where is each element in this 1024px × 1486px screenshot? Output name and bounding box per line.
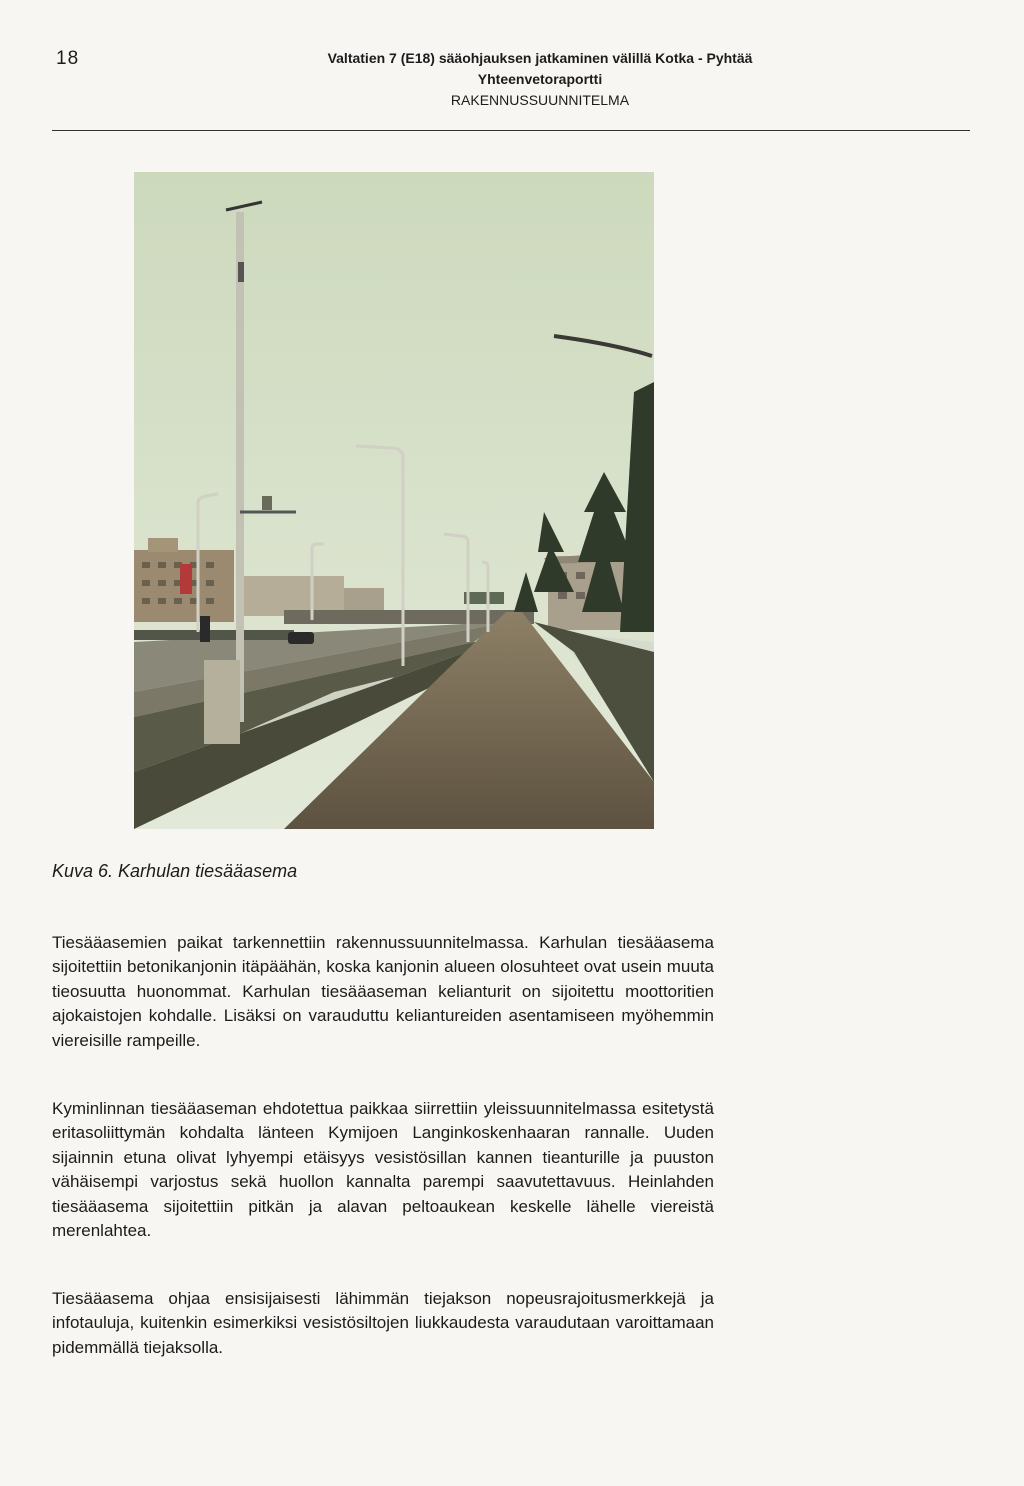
report-title: Valtatien 7 (E18) sääohjauksen jatkaminen välillä Kotka - Pyhtää [327,50,753,66]
report-section: RAKENNUSSUUNNITELMA [450,92,630,108]
paragraph-2: Kyminlinnan tiesääaseman ehdotettua paikkaa siirrettiin yleissuunnitelmassa esitetystä eritasoliittymän kohdalta länteen Kymijoen Langinkoskenhaaran rannalle. Uuden sijainnin etuna olivat lyhyempi etäisyys vesistösillan kannen tieanturille ja puuston vähäisempi varjostus sekä huollon kannalta parempi saavutettavuus. Heinlahden tiesääasema sijoitettiin pitkän ja alavan peltoaukean keskelle lähelle viereistä merenlahtea. [52,1099,714,1241]
running-header [180,48,900,111]
report-subtitle: Yhteenvetoraportti [477,71,603,87]
figure-caption: Kuva 6. Karhulan tiesääasema [52,861,298,881]
header-divider [52,130,970,131]
page-number: 18 [56,48,80,69]
paragraph-1: Tiesääasemien paikat tarkennettiin rakennussuunnitelmassa. Karhulan tiesääasema sijoitettiin betonikanjonin itäpäähän, koska kanjonin alueen olosuhteet ovat usein muuta tieosuutta huonommat. Karhulan tiesääaseman kelianturit on sijoitettu moottoritien ajokaistojen kohdalle. Lisäksi on varauduttu keliantureiden asentamiseen myöhemmin viereisille rampeille. [52,933,714,1050]
paragraph-3: Tiesääasema ohjaa ensisijaisesti lähimmän tiejakson nopeusrajoitusmerkkejä ja infotauluja, kuitenkin esimerkiksi vesistösiltojen liukkaudesta varaudutaan varoittamaan pidemmällä tiejaksolla. [52,1289,714,1357]
road-weather-station-photo [134,172,654,829]
